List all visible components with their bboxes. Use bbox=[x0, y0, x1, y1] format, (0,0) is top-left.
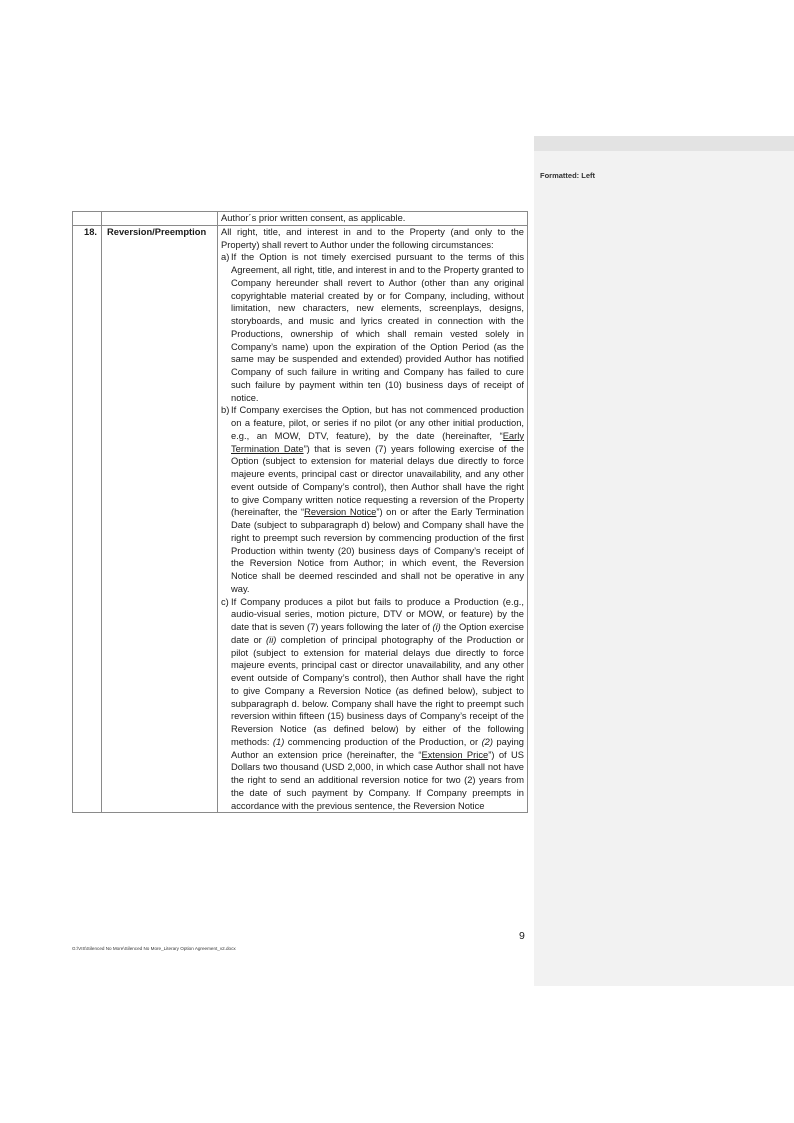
list-item bbox=[221, 404, 524, 595]
item-label: a) bbox=[221, 252, 230, 263]
table-row bbox=[73, 225, 528, 813]
text-run: paying Author an extension price (hereinafter, the “ bbox=[231, 736, 524, 760]
text-run: ”) of US Dollars two thousand (USD 2,000, in which case Author shall not have the right to send an additional reversion notice for two (2) years from the date of such payment by Company. If Company preempts in accordance with the previous sentence, the Reversion Notice bbox=[231, 749, 524, 811]
text-run: completion of principal photography of the Production or pilot (subject to extension for material delays due directly to force majeure events, principal cast or director unavailability, and any other event outside of Company’s control), then Author shall have the right to give Company a Reversion Notice (as defined below), subject to subparagraph d. below. Company shall have the right to preempt such reversion within fifteen (15) business days of Company’s receipt of the Reversion Notice (as defined below) by either of the following methods: bbox=[231, 634, 524, 747]
clause-body bbox=[218, 225, 528, 813]
row-text: Author´s prior written consent, as applicable. bbox=[218, 212, 528, 226]
clause-number: 18. bbox=[73, 225, 102, 813]
table-row bbox=[73, 212, 528, 226]
clause-table bbox=[72, 211, 528, 813]
footer-file-path: G:\VIS\Silenced No More\Silenced No More_Literary Option Agreement_v2.docx bbox=[72, 946, 236, 951]
item-text bbox=[231, 596, 524, 813]
text-run: If Company produces a pilot but fails to produce a Production (e.g., audio-visual series, motion picture, DTV or MOW, or feature) by the date that is seven (7) years following the later of bbox=[231, 596, 524, 632]
comment-pane bbox=[534, 136, 794, 986]
clause-intro: All right, title, and interest in and to the Property (and only to the Property) shall revert to Author under the following circumstances: bbox=[221, 226, 524, 250]
formatting-note: Formatted: Left bbox=[540, 171, 595, 180]
italic-run: (i) bbox=[432, 622, 441, 632]
list-item bbox=[221, 251, 524, 404]
item-text: If the Option is not timely exercised pursuant to the terms of this Agreement, all right, title, and interest in and to the Property granted to Company hereunder shall revert to Author (other than any original copyrightable material created by or for Company, including, without limitation, new characters, new elements, screenplays, designs, storyboards, and music and lyrics created in connection with the Productions, ownership of which shall remain vested solely in Company’s name) upon the expiration of the Option Period (as the same may be suspended and extended) provided Author has notified Company of such failure in writing and Company has failed to cure such failure by payment within ten (10) business days of receipt of notice. bbox=[231, 252, 524, 403]
item-label: c) bbox=[221, 596, 229, 607]
list-item bbox=[221, 596, 524, 813]
text-run: ”) on or after the Early Termination Date (subject to subparagraph d) below) and Company shall have the right to preempt such reversion by commencing production of the first Production within twenty (20) business days of Company’s receipt of the Reversion Notice from Author; in which event, the Reversion Notice shall be deemed rescinded and shall not be operative in any way. bbox=[231, 507, 524, 594]
text-run: commencing production of the Production, or bbox=[284, 736, 482, 747]
italic-run: (2) bbox=[481, 736, 493, 747]
text-run: the Option exercise date or bbox=[231, 622, 524, 645]
defined-term: Early Termination Date bbox=[231, 430, 524, 454]
item-label: b) bbox=[221, 405, 230, 416]
text-run: If Company exercises the Option, but has not commenced production on a feature, pilot, or series if no pilot (or any other initial production, e.g., an MOW, DTV, feature), by the date (hereinafter, “ bbox=[231, 405, 524, 441]
text-run: ”) that is seven (7) years following exercise of the Option (subject to extension for material delays due directly to force majeure events, principal cast or director unavailability, and any other event outside of Company’s control), then Author shall have the right to give Company written notice requesting a reversion of the Property (hereinafter, the “ bbox=[231, 443, 524, 518]
defined-term: Reversion Notice bbox=[304, 507, 377, 518]
clause-heading: Reversion/Preemption bbox=[102, 225, 218, 813]
item-text bbox=[231, 404, 524, 595]
row-heading bbox=[102, 212, 218, 226]
italic-run: (1) bbox=[272, 736, 285, 747]
comment-pane-header bbox=[534, 136, 794, 151]
italic-run: (ii) bbox=[266, 634, 277, 645]
defined-term: Extension Price bbox=[421, 749, 489, 760]
row-number bbox=[73, 212, 102, 226]
page-number: 9 bbox=[519, 930, 525, 942]
